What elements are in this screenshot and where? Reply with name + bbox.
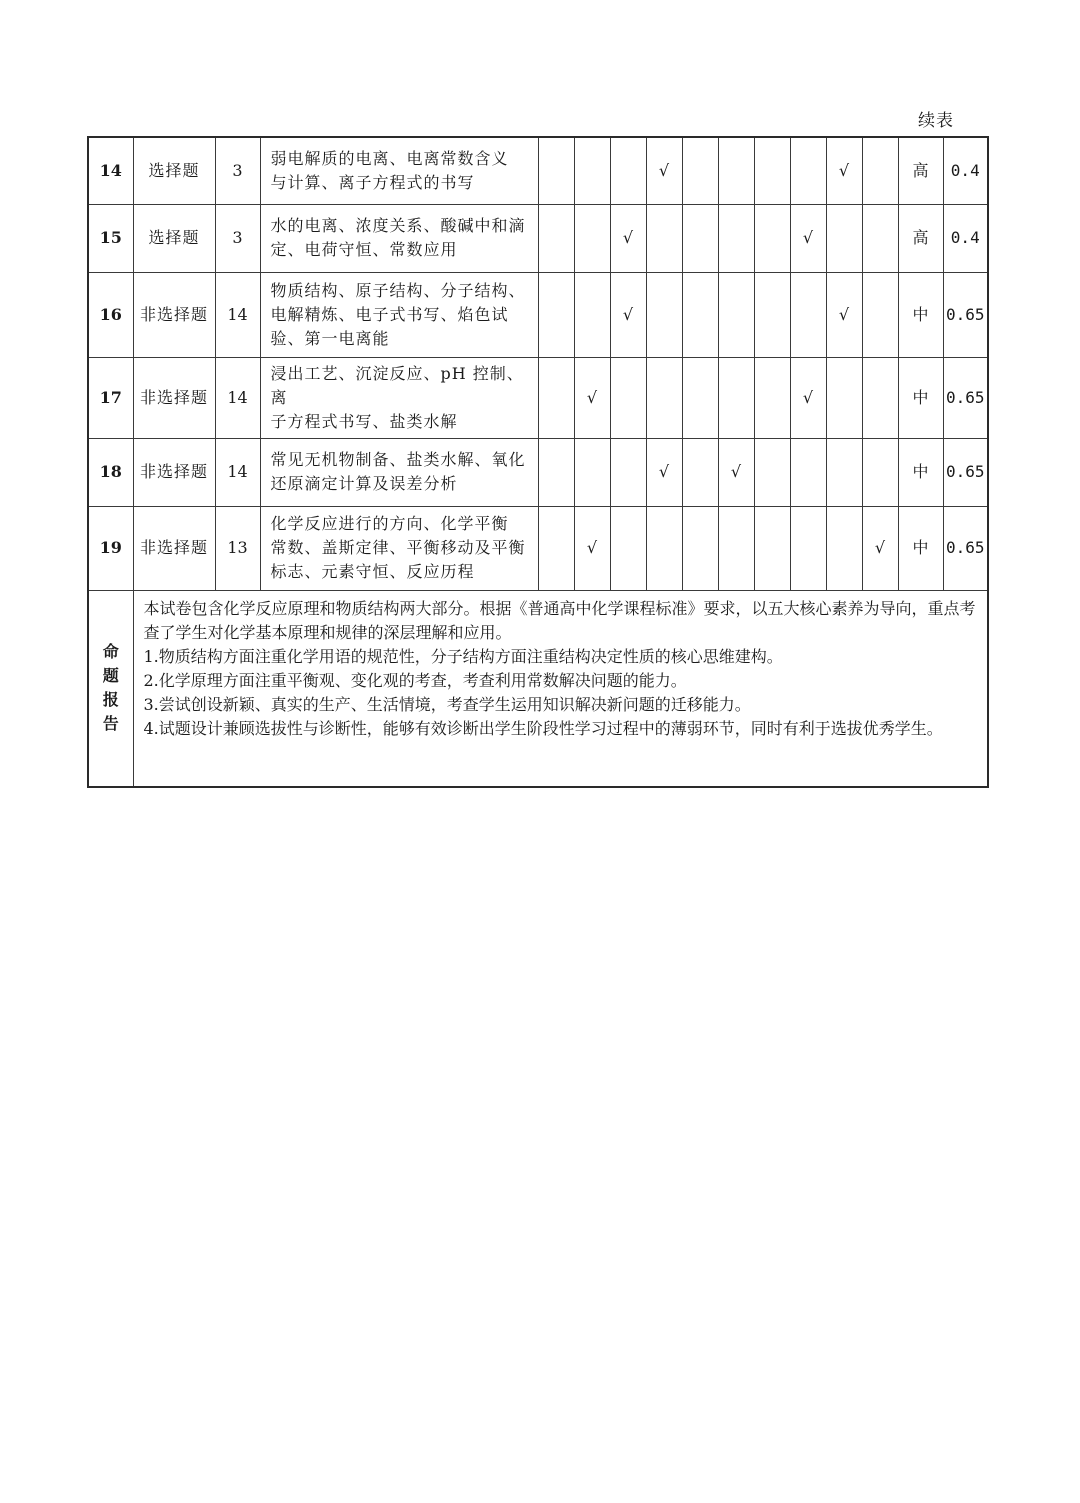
competency-check-cell: [718, 272, 754, 357]
competency-check-cell: [754, 357, 790, 438]
question-content: [260, 204, 538, 272]
competency-check-cell: [826, 204, 862, 272]
table-body: [88, 137, 988, 787]
competency-check-cell: [754, 204, 790, 272]
difficulty-coefficient: 0.4: [943, 137, 988, 204]
table-row: [88, 204, 988, 272]
question-score: 14: [215, 438, 260, 506]
difficulty-coefficient: 0.65: [943, 357, 988, 438]
competency-check-cell: [538, 204, 574, 272]
competency-check-cell: [682, 137, 718, 204]
question-number: 19: [88, 506, 133, 590]
competency-check-cell: [790, 272, 826, 357]
table-row: [88, 272, 988, 357]
question-type: 选择题: [133, 204, 215, 272]
competency-check-cell: [646, 204, 682, 272]
competency-check-cell: [754, 137, 790, 204]
competency-check-cell: [718, 506, 754, 590]
question-score: 14: [215, 272, 260, 357]
exam-spec-table: [87, 136, 989, 788]
competency-check-cell: [682, 438, 718, 506]
difficulty-coefficient: 0.65: [943, 272, 988, 357]
competency-check-cell: [574, 204, 610, 272]
question-score: 14: [215, 357, 260, 438]
competency-check-cell: [754, 506, 790, 590]
competency-check-cell: [646, 272, 682, 357]
report-label-char: 命: [102, 642, 119, 662]
difficulty-coefficient: 0.65: [943, 506, 988, 590]
competency-check-cell: [862, 438, 898, 506]
report-body: [133, 590, 988, 787]
competency-check-cell: [718, 137, 754, 204]
table-row: [88, 438, 988, 506]
report-paragraph: 3.尝试创设新颖、真实的生产、生活情境，考查学生运用知识解决新问题的迁移能力。: [143, 694, 751, 714]
question-type: 非选择题: [133, 506, 215, 590]
competency-check-cell: [610, 438, 646, 506]
competency-check-cell: √: [826, 137, 862, 204]
continued-label: 续表: [918, 111, 954, 131]
difficulty-level: 高: [898, 137, 943, 204]
report-paragraph: 2.化学原理方面注重平衡观、变化观的考查，考查利用常数解决问题的能力。: [143, 670, 687, 690]
question-content: [260, 272, 538, 357]
competency-check-cell: √: [790, 357, 826, 438]
content-line: 标志、元素守恒、反应历程: [270, 562, 475, 581]
difficulty-level: 中: [898, 272, 943, 357]
competency-check-cell: [682, 506, 718, 590]
competency-check-cell: [538, 506, 574, 590]
content-line: 化学反应进行的方向、化学平衡: [270, 514, 509, 533]
competency-check-cell: [610, 506, 646, 590]
content-line: 弱电解质的电离、电离常数含义: [270, 148, 509, 168]
competency-check-cell: [790, 506, 826, 590]
content-line: 与计算、离子方程式的书写: [270, 172, 475, 192]
competency-check-cell: [646, 506, 682, 590]
content-line: 物质结构、原子结构、分子结构、: [270, 280, 526, 300]
difficulty-level: 中: [898, 357, 943, 438]
competency-check-cell: √: [610, 204, 646, 272]
competency-check-cell: [610, 137, 646, 204]
difficulty-level: 中: [898, 438, 943, 506]
content-line: 常见无机物制备、盐类水解、氧化: [270, 450, 526, 469]
competency-check-cell: [538, 272, 574, 357]
competency-check-cell: [754, 272, 790, 357]
report-row: [88, 590, 988, 787]
competency-check-cell: [538, 438, 574, 506]
content-line: 水的电离、浓度关系、酸碱中和滴: [270, 216, 526, 235]
competency-check-cell: [682, 357, 718, 438]
competency-check-cell: [826, 357, 862, 438]
competency-check-cell: [538, 137, 574, 204]
content-line: 电解精炼、电子式书写、焰色试: [270, 304, 509, 324]
competency-check-cell: √: [610, 272, 646, 357]
competency-check-cell: [790, 438, 826, 506]
table-row: [88, 506, 988, 590]
competency-check-cell: [574, 272, 610, 357]
question-content: [260, 506, 538, 590]
competency-check-cell: [790, 137, 826, 204]
competency-check-cell: [862, 204, 898, 272]
difficulty-coefficient: 0.65: [943, 438, 988, 506]
content-line: 还原滴定计算及误差分析: [270, 474, 458, 493]
competency-check-cell: [718, 204, 754, 272]
question-number: 17: [88, 357, 133, 438]
content-line: 常数、盖斯定律、平衡移动及平衡: [270, 538, 526, 557]
competency-check-cell: [682, 204, 718, 272]
question-type: 非选择题: [133, 357, 215, 438]
competency-check-cell: √: [718, 438, 754, 506]
report-paragraph: 4.试题设计兼顾选拔性与诊断性，能够有效诊断出学生阶段性学习过程中的薄弱环节，同时有利于选拔优秀学生。: [143, 718, 943, 738]
question-score: 3: [215, 137, 260, 204]
question-number: 14: [88, 137, 133, 204]
competency-check-cell: [682, 272, 718, 357]
content-line: 浸出工艺、沉淀反应、pH 控制、离: [270, 363, 524, 407]
table-row: [88, 357, 988, 438]
question-type: 非选择题: [133, 272, 215, 357]
question-content: [260, 137, 538, 204]
question-content: [260, 357, 538, 438]
content-line: 定、电荷守恒、常数应用: [270, 240, 458, 259]
competency-check-cell: [538, 357, 574, 438]
competency-check-cell: √: [790, 204, 826, 272]
question-type: 选择题: [133, 137, 215, 204]
question-score: 3: [215, 204, 260, 272]
competency-check-cell: [574, 438, 610, 506]
report-label-char: 报: [102, 690, 119, 710]
content-line: 子方程式书写、盐类水解: [270, 411, 458, 431]
difficulty-level: 高: [898, 204, 943, 272]
report-paragraph: 1.物质结构方面注重化学用语的规范性，分子结构方面注重结构决定性质的核心思维建构。: [143, 646, 783, 666]
question-score: 13: [215, 506, 260, 590]
competency-check-cell: [574, 137, 610, 204]
competency-check-cell: √: [646, 438, 682, 506]
difficulty-coefficient: 0.4: [943, 204, 988, 272]
competency-check-cell: [862, 357, 898, 438]
table-row: [88, 137, 988, 204]
competency-check-cell: [862, 272, 898, 357]
question-type: 非选择题: [133, 438, 215, 506]
question-number: 15: [88, 204, 133, 272]
competency-check-cell: √: [574, 357, 610, 438]
question-number: 18: [88, 438, 133, 506]
report-label: [88, 590, 133, 787]
question-content: [260, 438, 538, 506]
difficulty-level: 中: [898, 506, 943, 590]
report-label-char: 题: [102, 666, 119, 686]
competency-check-cell: [718, 357, 754, 438]
competency-check-cell: [826, 438, 862, 506]
competency-check-cell: [610, 357, 646, 438]
competency-check-cell: √: [826, 272, 862, 357]
competency-check-cell: [646, 357, 682, 438]
report-label-char: 告: [102, 714, 119, 734]
competency-check-cell: [826, 506, 862, 590]
competency-check-cell: [754, 438, 790, 506]
report-paragraph: 本试卷包含化学反应原理和物质结构两大部分。根据《普通高中化学课程标准》要求，以五大核心素养为导向，重点考查了学生对化学基本原理和规律的深层理解和应用。: [143, 598, 976, 642]
competency-check-cell: √: [646, 137, 682, 204]
content-line: 验、第一电离能: [270, 328, 390, 348]
competency-check-cell: √: [574, 506, 610, 590]
question-number: 16: [88, 272, 133, 357]
competency-check-cell: [862, 137, 898, 204]
competency-check-cell: √: [862, 506, 898, 590]
